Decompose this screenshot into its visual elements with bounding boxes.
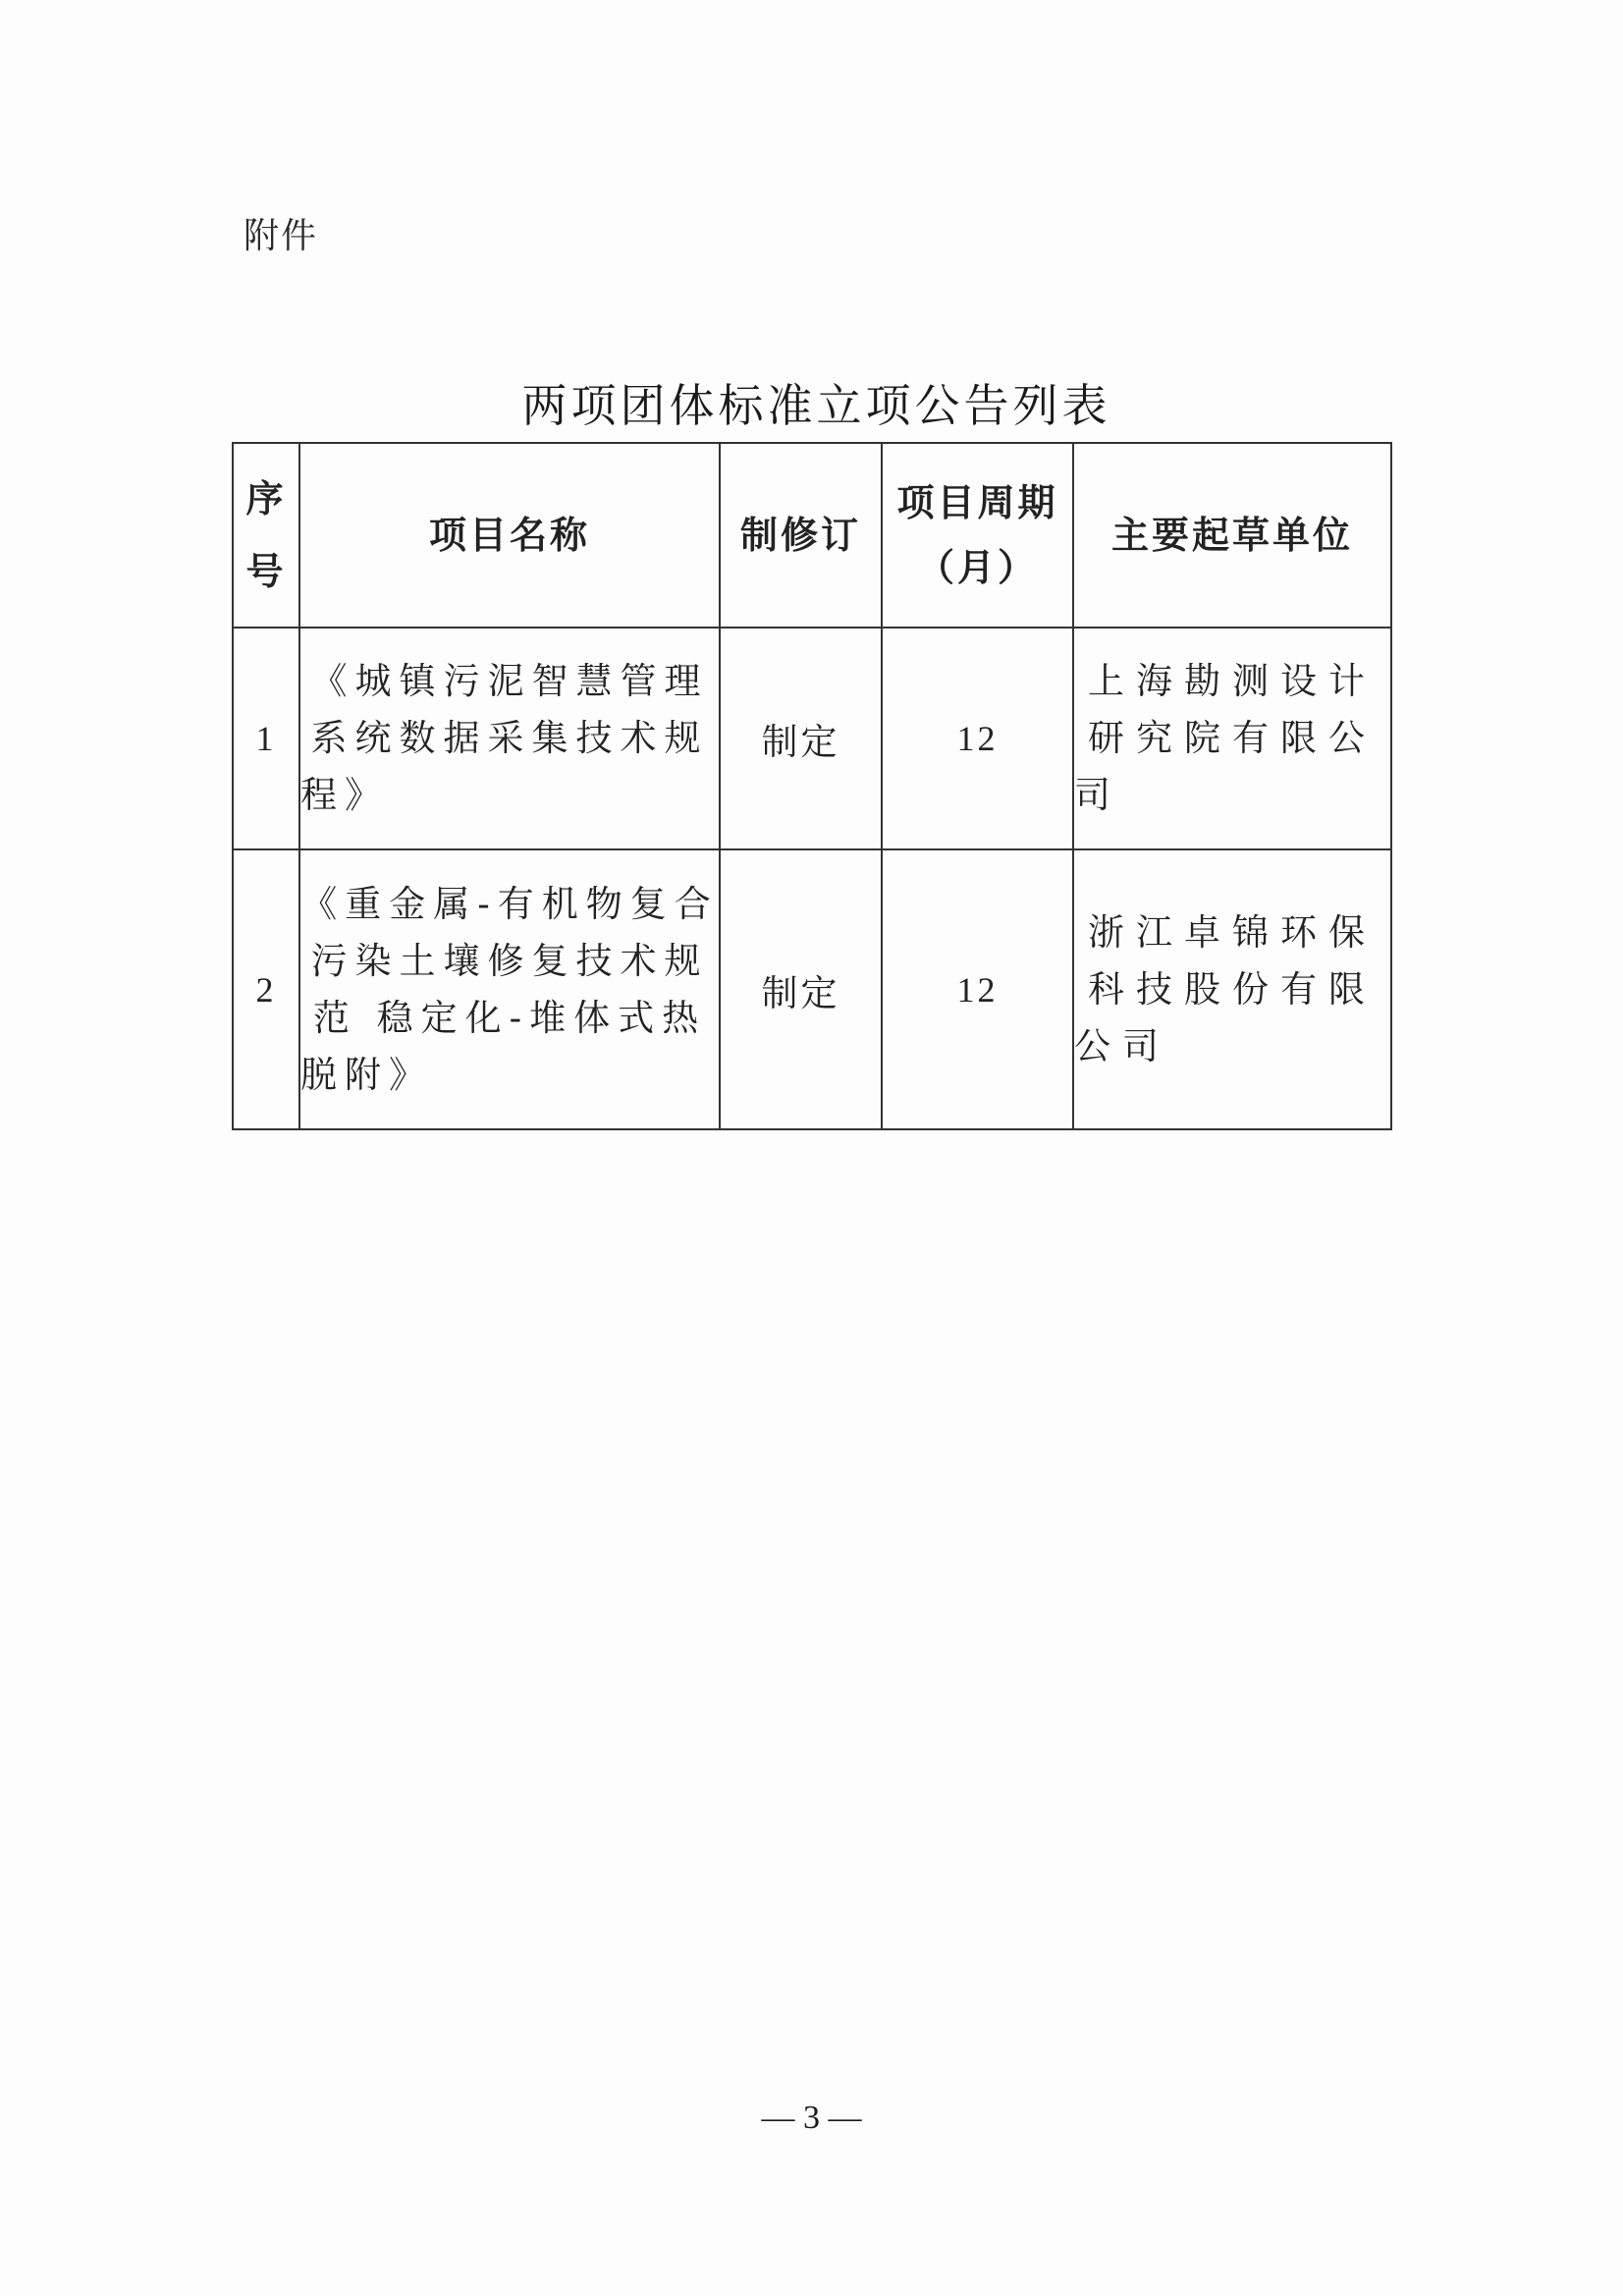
row-no: 1 <box>233 628 299 849</box>
page-title: 两项团体标准立项公告列表 <box>521 379 1111 432</box>
header-no <box>233 443 299 628</box>
attachment-label: 附件 <box>243 216 319 256</box>
row-organization: 浙江卓锦环保科技股份有限公司 <box>1073 849 1391 1129</box>
table-header-row <box>233 443 1391 628</box>
header-no-line1: 序 <box>245 477 287 520</box>
header-org: 主要起草单位 <box>1073 443 1391 628</box>
announcement-table <box>232 442 1392 1130</box>
row-project-name: 《城镇污泥智慧管理系统数据采集技术规程》 <box>299 628 720 849</box>
table-row <box>233 628 1391 849</box>
header-cycle-line2: （月） <box>916 546 1038 589</box>
table-row <box>233 849 1391 1129</box>
header-name: 项目名称 <box>299 443 720 628</box>
row-type: 制定 <box>720 628 882 849</box>
row-type: 制定 <box>720 849 882 1129</box>
row-project-name: 《重金属-有机物复合污染土壤修复技术规范 稳定化-堆体式热脱附》 <box>299 849 720 1129</box>
row-cycle: 12 <box>882 849 1073 1129</box>
row-no: 2 <box>233 849 299 1129</box>
header-type: 制修订 <box>720 443 882 628</box>
header-cycle <box>882 443 1073 628</box>
header-cycle-line1: 项目周期 <box>896 481 1058 524</box>
header-no-line2: 号 <box>245 550 287 593</box>
page-number: — 3 — <box>761 2100 862 2136</box>
row-cycle: 12 <box>882 628 1073 849</box>
row-organization: 上海勘测设计研究院有限公司 <box>1073 628 1391 849</box>
